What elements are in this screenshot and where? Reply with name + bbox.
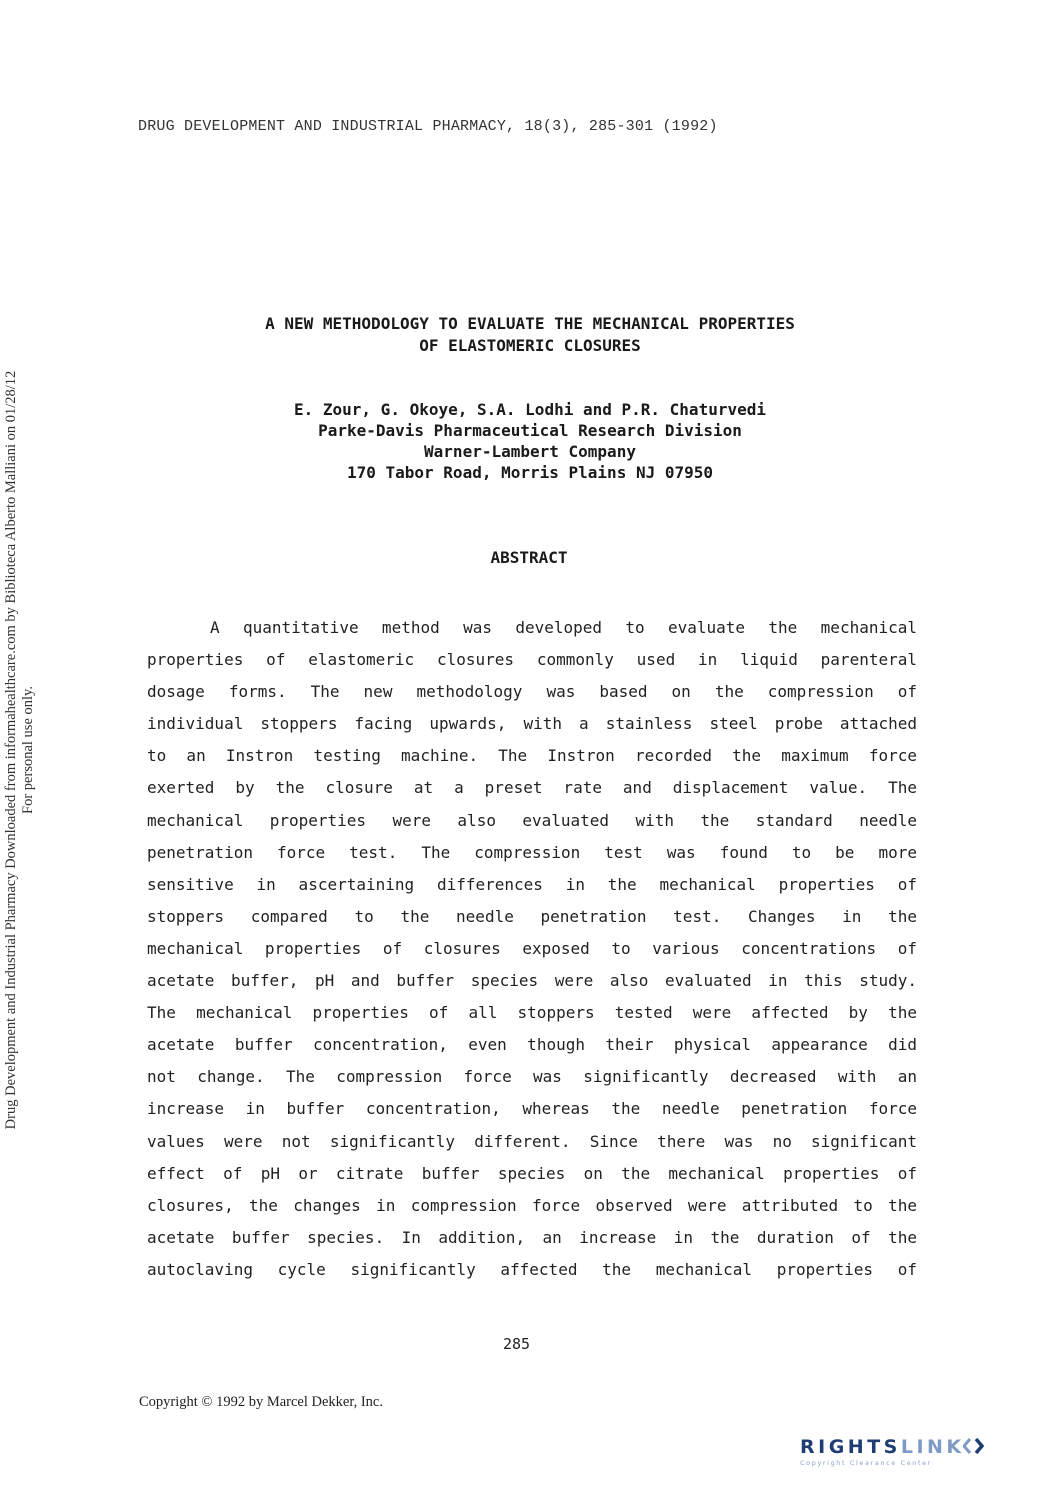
rightslink-logo[interactable] xyxy=(800,1436,1032,1472)
abstract-line: sensitive in ascertaining differences in the mechanical properties of xyxy=(147,874,917,894)
title-line-2: OF ELASTOMERIC CLOSURES xyxy=(419,336,641,355)
abstract-line: mechanical properties of closures exposed to various concentrations of xyxy=(147,938,917,958)
rightslink-arrows-icon xyxy=(963,1437,985,1455)
abstract-line: properties of elastomeric closures commonly used in liquid parenteral xyxy=(147,650,917,670)
abstract-line: effect of pH or citrate buffer species on the mechanical properties of xyxy=(147,1163,917,1183)
rightslink-word-link: LINK xyxy=(900,1436,965,1458)
abstract-line: closures, the changes in compression force observed were attributed to the xyxy=(147,1195,917,1215)
rightslink-wordmark xyxy=(800,1436,1032,1458)
download-notice-line: Drug Development and Industrial Pharmacy Downloaded from informahealthcare.com by Biblioteca Alberto Malliani on 01/28/12 xyxy=(3,370,19,1130)
abstract-line: mechanical properties were also evaluated with the standard needle xyxy=(147,810,917,830)
abstract-line: autoclaving cycle significantly affected the mechanical properties of xyxy=(147,1259,917,1279)
rightslink-word-rights: RIGHTS xyxy=(800,1436,901,1458)
abstract-line: individual stoppers facing upwards, with a stainless steel probe attached xyxy=(147,714,917,734)
abstract-line: acetate buffer species. In addition, an increase in the duration of the xyxy=(147,1227,917,1247)
author-company: Warner-Lambert Company xyxy=(424,442,636,461)
abstract-line: stoppers compared to the needle penetration test. Changes in the xyxy=(147,906,917,926)
title-line-1: A NEW METHODOLOGY TO EVALUATE THE MECHANICAL PROPERTIES xyxy=(265,314,795,333)
abstract-line: A quantitative method was developed to evaluate the mechanical xyxy=(210,618,917,637)
page-number: 285 xyxy=(503,1335,531,1353)
download-watermark xyxy=(3,310,51,1190)
abstract-heading: ABSTRACT xyxy=(490,548,568,567)
abstract-line: to an Instron testing machine. The Instron recorded the maximum force xyxy=(147,746,917,766)
copyright-notice: Copyright © 1992 by Marcel Dekker, Inc. xyxy=(139,1394,383,1410)
abstract-line: acetate buffer concentration, even though their physical appearance did xyxy=(147,1035,917,1055)
author-address: 170 Tabor Road, Morris Plains NJ 07950 xyxy=(346,463,714,482)
abstract-line: acetate buffer, pH and buffer species were also evaluated in this study. xyxy=(147,971,917,991)
author-affiliation: Parke-Davis Pharmaceutical Research Division xyxy=(318,421,742,440)
rightslink-tagline: Copyright Clearance Center xyxy=(800,1459,933,1467)
author-names: E. Zour, G. Okoye, S.A. Lodhi and P.R. Chaturvedi xyxy=(293,400,766,419)
abstract-line: not change. The compression force was significantly decreased with an xyxy=(147,1067,917,1087)
abstract-body xyxy=(147,612,917,1286)
journal-header: DRUG DEVELOPMENT AND INDUSTRIAL PHARMACY, 18(3), 285-301 (1992) xyxy=(138,118,718,135)
abstract-line: penetration force test. The compression test was found to be more xyxy=(147,842,917,862)
abstract-line: exerted by the closure at a preset rate and displacement value. The xyxy=(147,778,917,798)
abstract-line: values were not significantly different. Since there was no significant xyxy=(147,1131,917,1151)
article-title xyxy=(140,313,920,357)
abstract-line: The mechanical properties of all stoppers tested were affected by the xyxy=(147,1003,917,1023)
personal-use-notice: For personal use only. xyxy=(20,686,36,814)
abstract-line: dosage forms. The new methodology was based on the compression of xyxy=(147,682,917,702)
abstract-line: increase in buffer concentration, whereas the needle penetration force xyxy=(147,1099,917,1119)
author-block xyxy=(140,399,920,483)
